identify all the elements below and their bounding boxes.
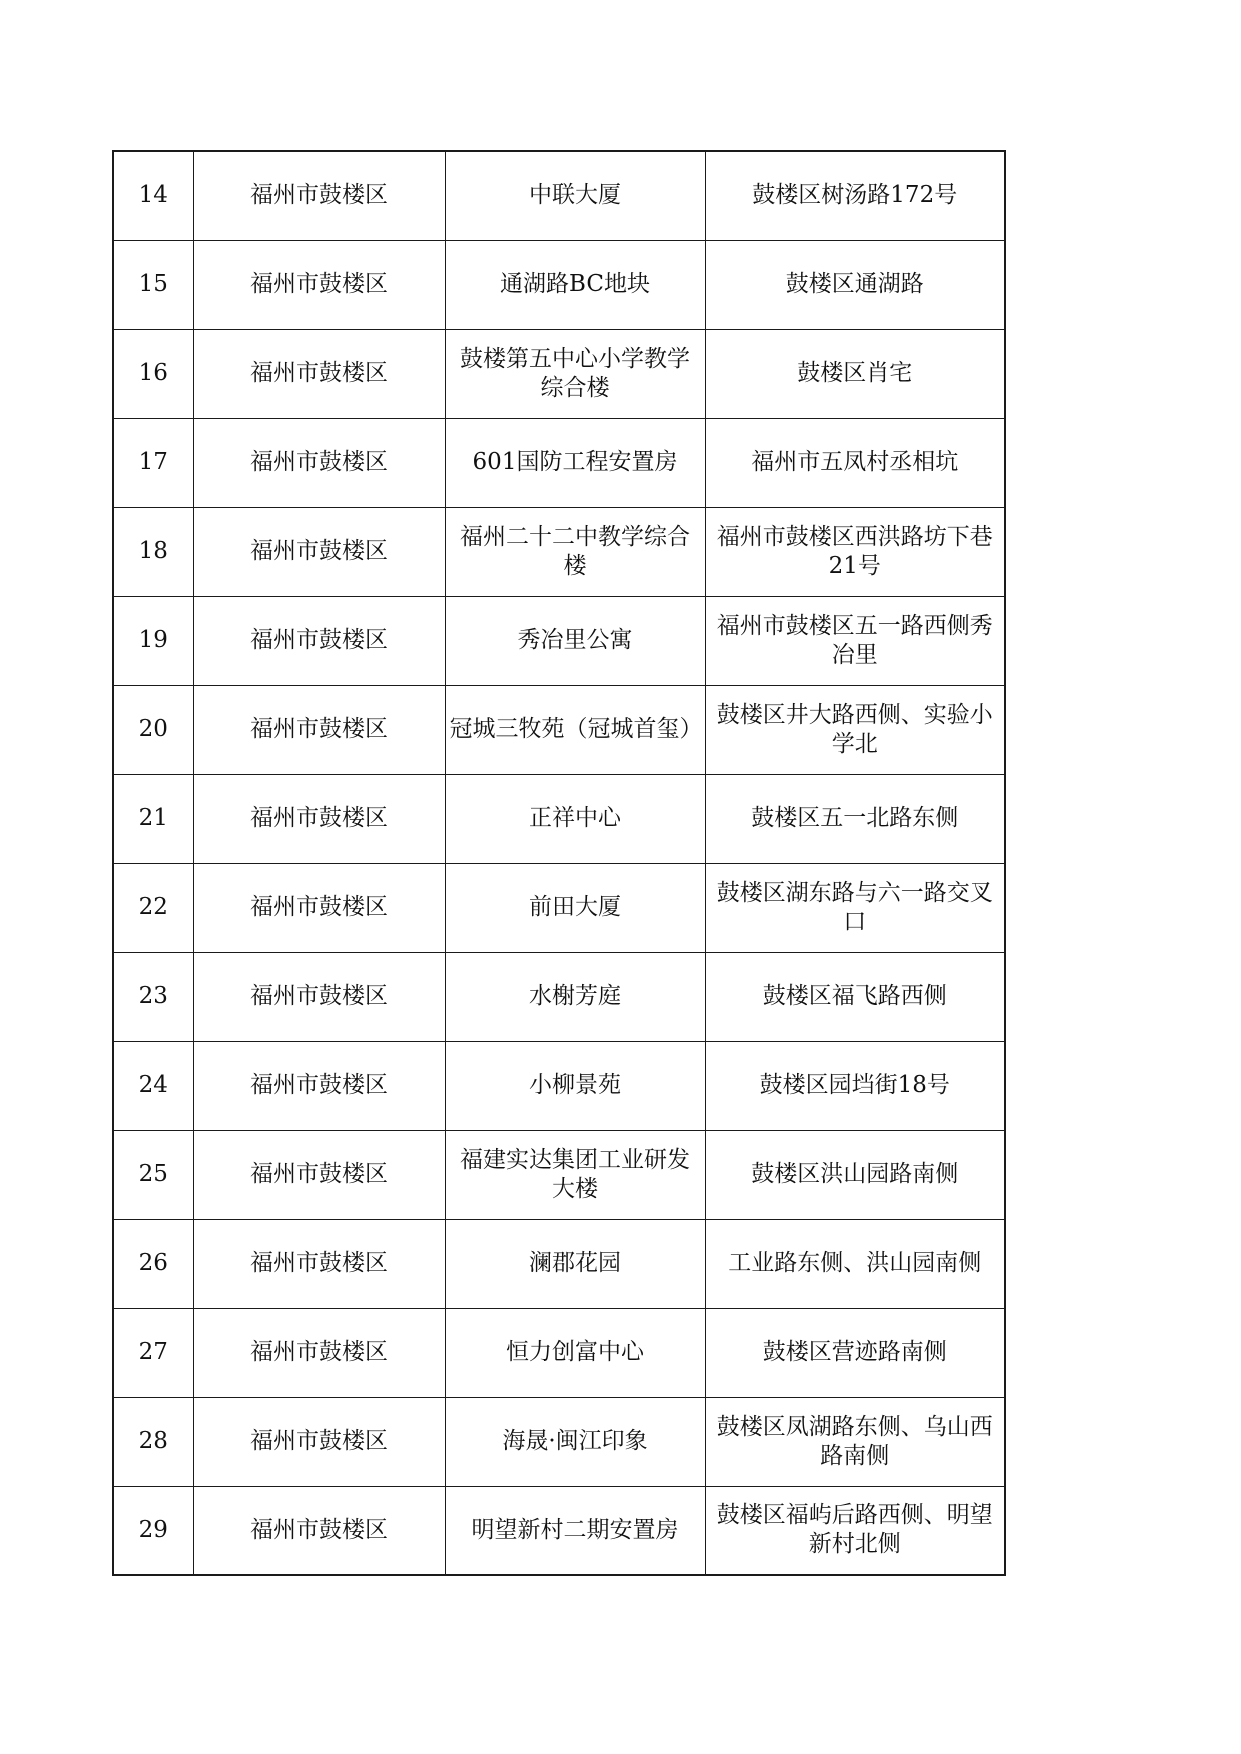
project-name-cell: 鼓楼第五中心小学教学综合楼 bbox=[445, 329, 705, 418]
district-cell: 福州市鼓楼区 bbox=[193, 774, 445, 863]
district-cell: 福州市鼓楼区 bbox=[193, 1219, 445, 1308]
district-cell: 福州市鼓楼区 bbox=[193, 151, 445, 240]
project-name-cell: 福州二十二中教学综合楼 bbox=[445, 507, 705, 596]
project-name-cell: 海晟·闽江印象 bbox=[445, 1397, 705, 1486]
address-cell: 鼓楼区福屿后路西侧、明望新村北侧 bbox=[705, 1486, 1005, 1575]
table-row bbox=[113, 1130, 1005, 1219]
address-cell: 鼓楼区树汤路172号 bbox=[705, 151, 1005, 240]
district-cell: 福州市鼓楼区 bbox=[193, 863, 445, 952]
table-row bbox=[113, 240, 1005, 329]
address-cell: 福州市鼓楼区西洪路坊下巷21号 bbox=[705, 507, 1005, 596]
address-cell: 鼓楼区五一北路东侧 bbox=[705, 774, 1005, 863]
project-name-cell: 恒力创富中心 bbox=[445, 1308, 705, 1397]
row-number-cell: 14 bbox=[113, 151, 193, 240]
project-name-cell: 中联大厦 bbox=[445, 151, 705, 240]
table-row bbox=[113, 1486, 1005, 1575]
row-number-cell: 28 bbox=[113, 1397, 193, 1486]
table-row bbox=[113, 418, 1005, 507]
table-row bbox=[113, 1219, 1005, 1308]
row-number-cell: 20 bbox=[113, 685, 193, 774]
row-number-cell: 23 bbox=[113, 952, 193, 1041]
row-number-cell: 21 bbox=[113, 774, 193, 863]
project-table bbox=[112, 150, 1006, 1576]
row-number-cell: 16 bbox=[113, 329, 193, 418]
project-name-cell: 小柳景苑 bbox=[445, 1041, 705, 1130]
address-cell: 鼓楼区肖宅 bbox=[705, 329, 1005, 418]
project-name-cell: 通湖路BC地块 bbox=[445, 240, 705, 329]
table-row bbox=[113, 1041, 1005, 1130]
table-row bbox=[113, 596, 1005, 685]
project-name-cell: 601国防工程安置房 bbox=[445, 418, 705, 507]
project-name-cell: 正祥中心 bbox=[445, 774, 705, 863]
address-cell: 鼓楼区福飞路西侧 bbox=[705, 952, 1005, 1041]
row-number-cell: 27 bbox=[113, 1308, 193, 1397]
district-cell: 福州市鼓楼区 bbox=[193, 1130, 445, 1219]
district-cell: 福州市鼓楼区 bbox=[193, 596, 445, 685]
project-name-cell: 水榭芳庭 bbox=[445, 952, 705, 1041]
district-cell: 福州市鼓楼区 bbox=[193, 240, 445, 329]
table-row bbox=[113, 774, 1005, 863]
row-number-cell: 19 bbox=[113, 596, 193, 685]
row-number-cell: 24 bbox=[113, 1041, 193, 1130]
address-cell: 鼓楼区通湖路 bbox=[705, 240, 1005, 329]
row-number-cell: 29 bbox=[113, 1486, 193, 1575]
address-cell: 福州市五凤村丞相坑 bbox=[705, 418, 1005, 507]
table-row bbox=[113, 685, 1005, 774]
row-number-cell: 25 bbox=[113, 1130, 193, 1219]
table-body bbox=[113, 151, 1005, 1575]
district-cell: 福州市鼓楼区 bbox=[193, 1041, 445, 1130]
address-cell: 福州市鼓楼区五一路西侧秀冶里 bbox=[705, 596, 1005, 685]
row-number-cell: 17 bbox=[113, 418, 193, 507]
table-row bbox=[113, 151, 1005, 240]
row-number-cell: 18 bbox=[113, 507, 193, 596]
district-cell: 福州市鼓楼区 bbox=[193, 1397, 445, 1486]
address-cell: 工业路东侧、洪山园南侧 bbox=[705, 1219, 1005, 1308]
row-number-cell: 26 bbox=[113, 1219, 193, 1308]
project-name-cell: 秀冶里公寓 bbox=[445, 596, 705, 685]
project-name-cell: 福建实达集团工业研发大楼 bbox=[445, 1130, 705, 1219]
project-name-cell: 冠城三牧苑（冠城首玺） bbox=[445, 685, 705, 774]
table-row bbox=[113, 1308, 1005, 1397]
row-number-cell: 15 bbox=[113, 240, 193, 329]
table-row bbox=[113, 863, 1005, 952]
district-cell: 福州市鼓楼区 bbox=[193, 685, 445, 774]
district-cell: 福州市鼓楼区 bbox=[193, 418, 445, 507]
district-cell: 福州市鼓楼区 bbox=[193, 952, 445, 1041]
district-cell: 福州市鼓楼区 bbox=[193, 507, 445, 596]
table-row bbox=[113, 329, 1005, 418]
address-cell: 鼓楼区营迹路南侧 bbox=[705, 1308, 1005, 1397]
address-cell: 鼓楼区井大路西侧、实验小学北 bbox=[705, 685, 1005, 774]
address-cell: 鼓楼区凤湖路东侧、乌山西路南侧 bbox=[705, 1397, 1005, 1486]
row-number-cell: 22 bbox=[113, 863, 193, 952]
address-cell: 鼓楼区湖东路与六一路交叉口 bbox=[705, 863, 1005, 952]
table-row bbox=[113, 507, 1005, 596]
project-name-cell: 明望新村二期安置房 bbox=[445, 1486, 705, 1575]
district-cell: 福州市鼓楼区 bbox=[193, 329, 445, 418]
district-cell: 福州市鼓楼区 bbox=[193, 1486, 445, 1575]
project-name-cell: 前田大厦 bbox=[445, 863, 705, 952]
table-row bbox=[113, 1397, 1005, 1486]
district-cell: 福州市鼓楼区 bbox=[193, 1308, 445, 1397]
address-cell: 鼓楼区园垱街18号 bbox=[705, 1041, 1005, 1130]
table-row bbox=[113, 952, 1005, 1041]
address-cell: 鼓楼区洪山园路南侧 bbox=[705, 1130, 1005, 1219]
project-name-cell: 澜郡花园 bbox=[445, 1219, 705, 1308]
